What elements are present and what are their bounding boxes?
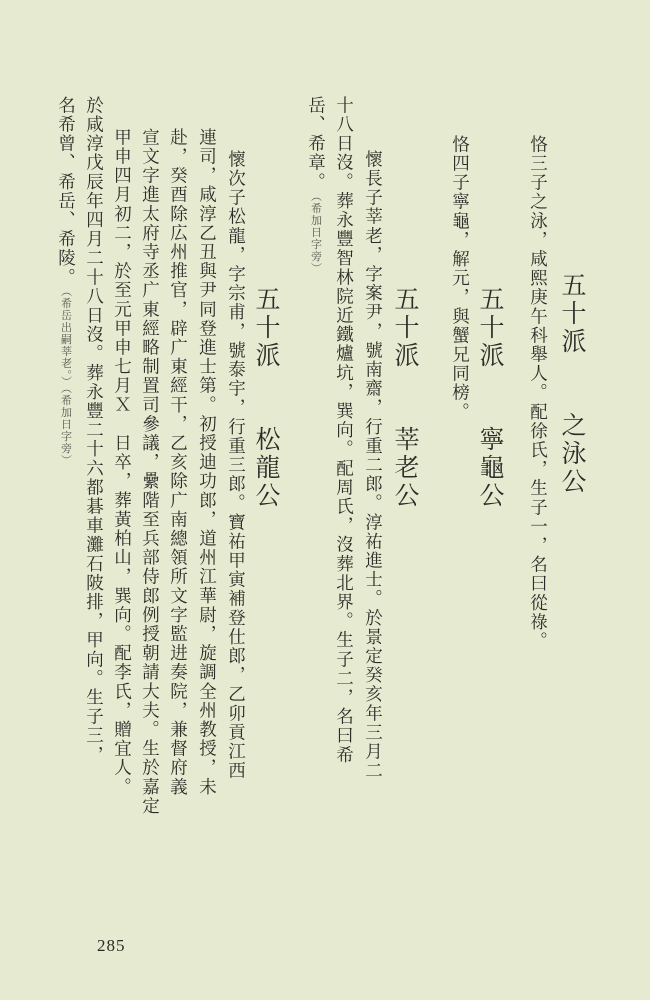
text-column: 赴，癸酉除広州推官，辟广東經干，乙亥除广南總領所文字監进奏院，兼督府義 [167, 128, 188, 797]
text-column [306, 96, 324, 274]
section-heading: 五十派 之泳公 [558, 272, 587, 496]
text-column: 懷長子莘老，字案尹，號南齋，行重二郎。淳祐進士。於景定癸亥年三月二 [362, 150, 383, 781]
section-heading: 五十派 莘老公 [391, 286, 420, 510]
text-column: 連司，咸淳乙丑與尹同登進士第。初授迪功郎，道州江華尉，旋調全州教授，未 [196, 128, 217, 797]
annotation-note: （希加日字旁） [309, 195, 323, 274]
text-column: 恪三子之泳，咸熙庚午科舉人。配徐氏，生子一，名曰從祿。 [527, 135, 548, 651]
page-number: 285 [97, 936, 126, 955]
text-column: 懷次子松龍，字宗甫，號泰宇，行重三郎。寶祐甲寅補登仕郎，乙卯貢江西 [225, 150, 246, 781]
section-heading: 五十派 寧龜公 [476, 286, 505, 510]
text-column: 恪四子寧龜，解元，與蟹兄同榜。 [449, 135, 470, 422]
section-heading: 五十派 松龍公 [252, 286, 281, 510]
text-column [56, 96, 74, 467]
annotation-note: （希岳出嗣莘老。）（希加日字旁） [59, 291, 73, 467]
text-column: 十八日沒。葬永豐智林院近鐵爐坑，巽向。配周氏，沒葬北界。生子二，名曰希 [333, 96, 354, 765]
text-line: 岳、希章。 [305, 96, 326, 192]
text-column: 甲申四月初二，於至元甲申七月Ｘ 日卒，葬黃柏山，巽向。配李氏，贈宜人。 [111, 128, 132, 797]
text-line: 名希曾、希岳、希陵。 [55, 96, 76, 287]
text-column: 宣文字進太府寺丞广東經略制置司參議，纍階至兵部侍郎例授朝請大夫。生於嘉定 [139, 128, 160, 816]
text-column: 於咸淳戊辰年四月二十八日沒。葬永豐二十六都碁車灘石陂排，甲向。生子三， [83, 96, 104, 765]
